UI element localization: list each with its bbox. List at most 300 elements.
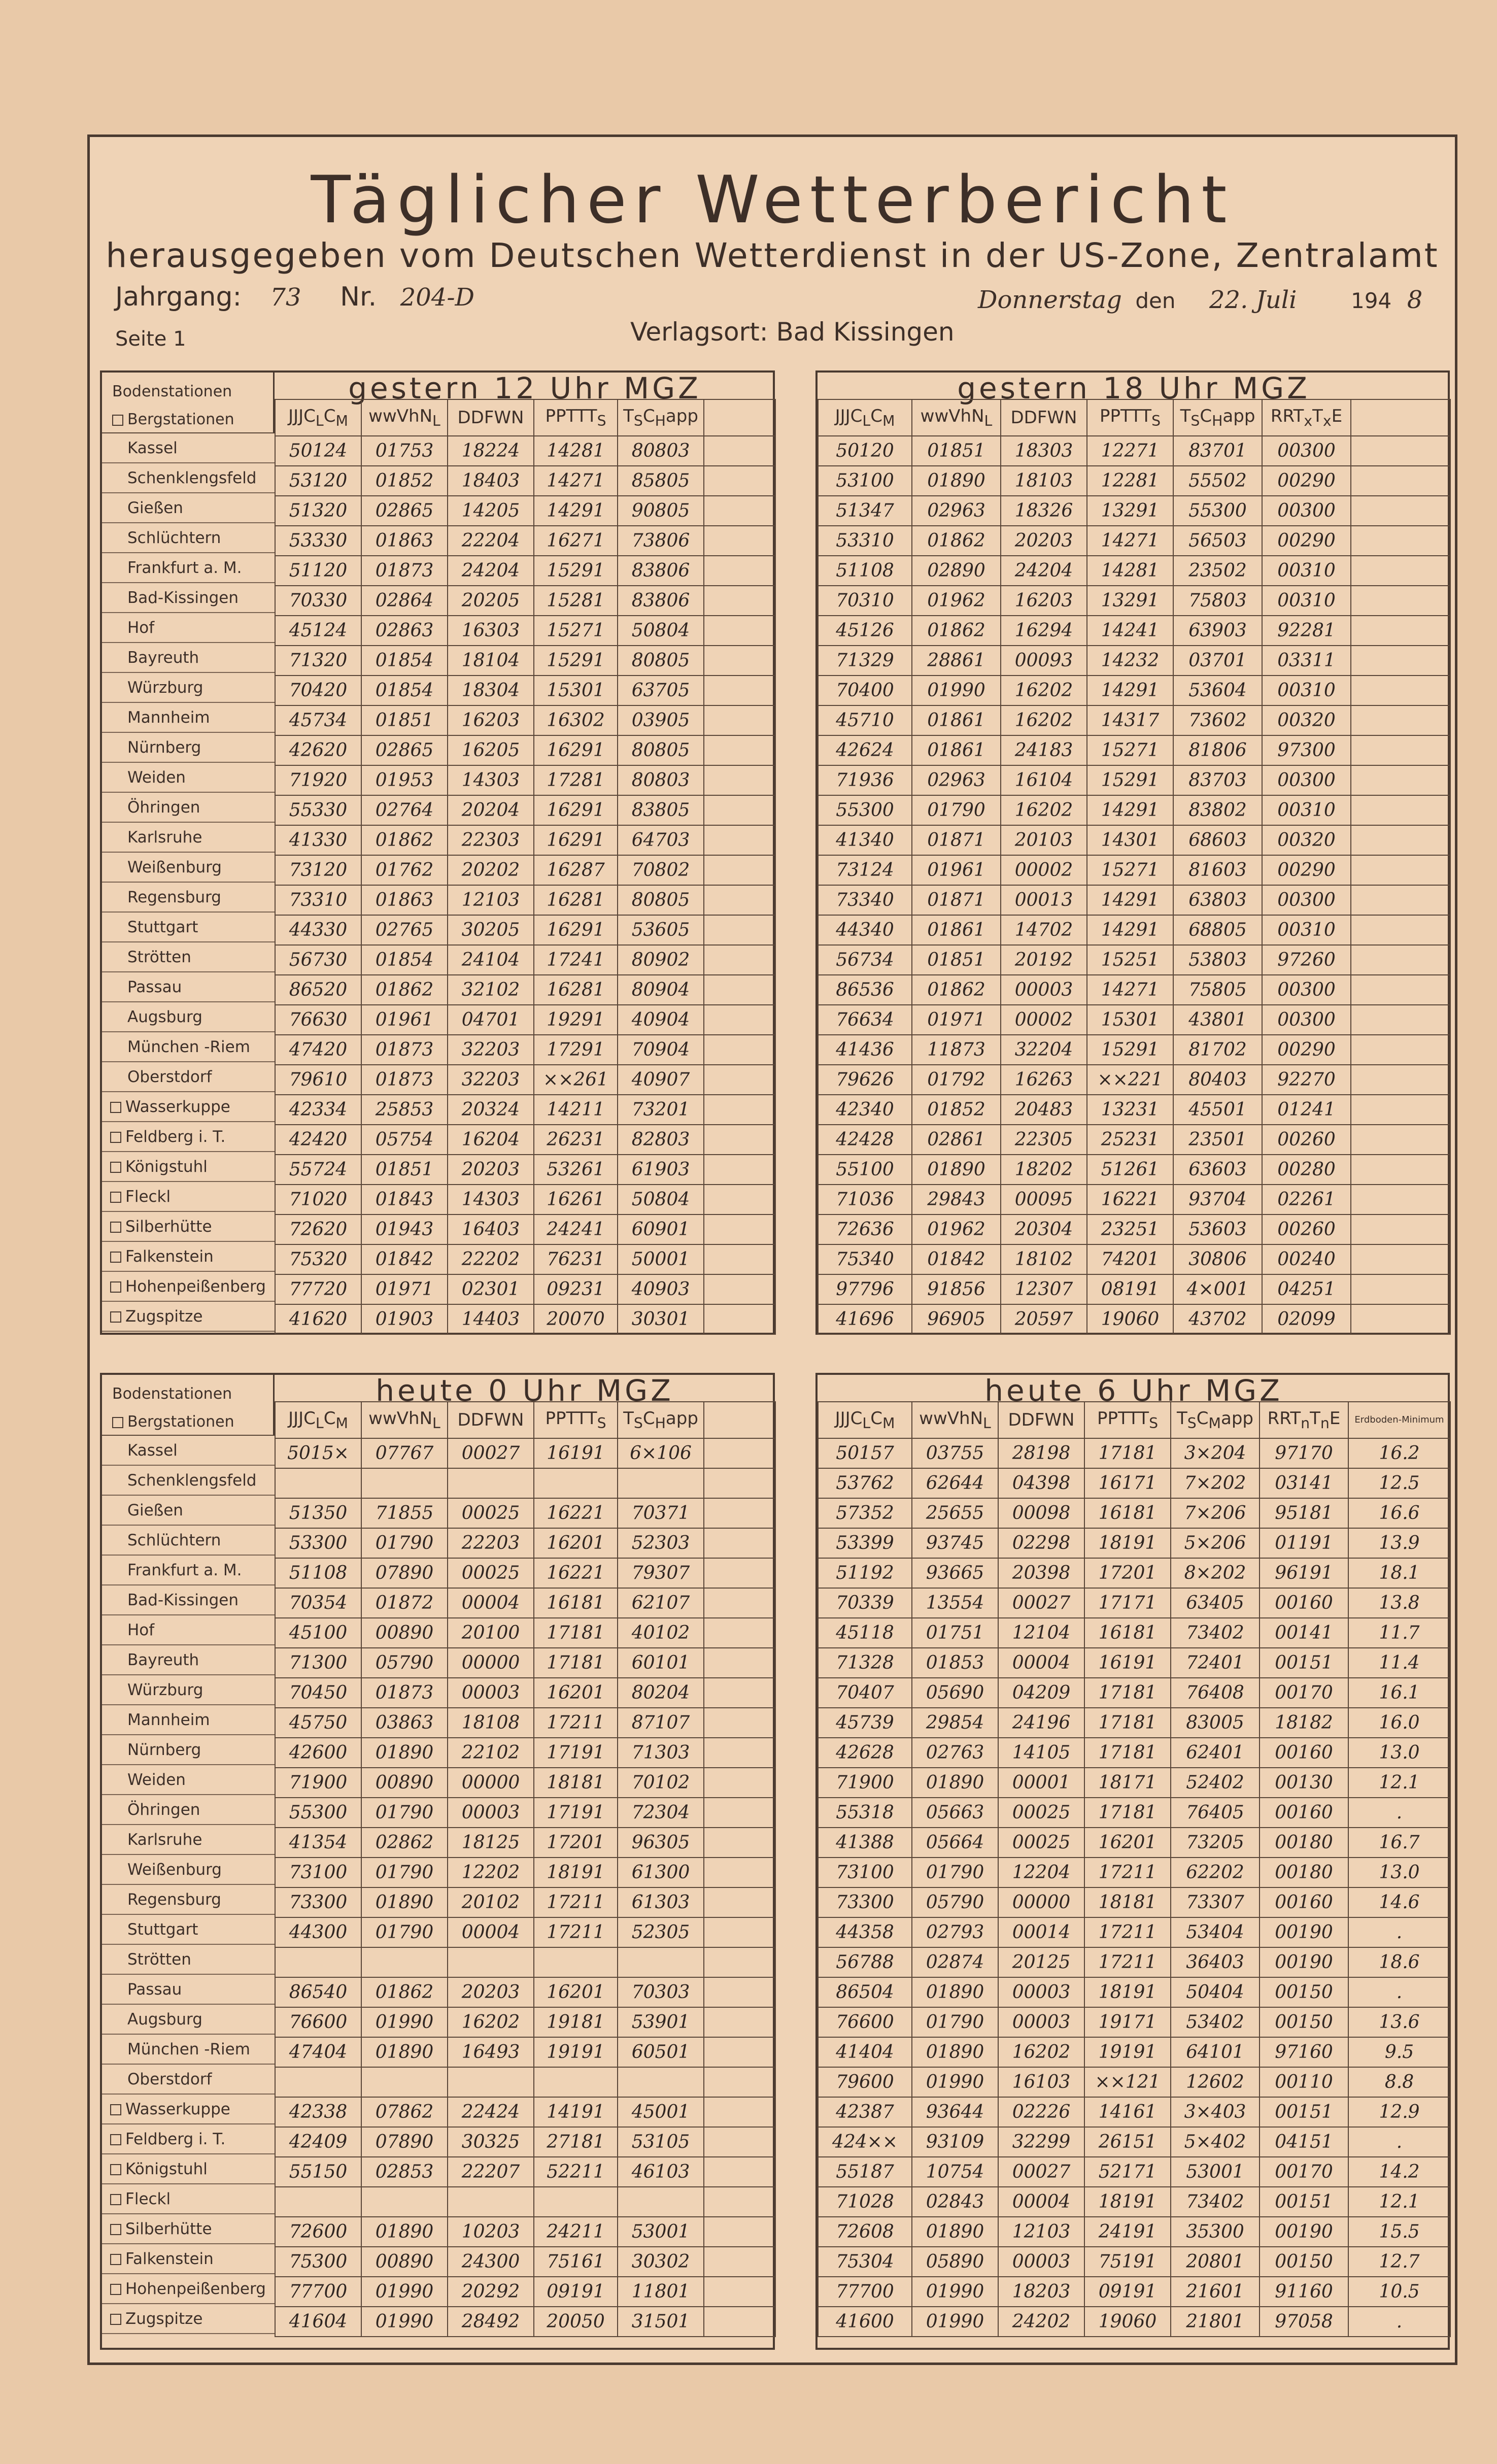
table-cell: 20483: [1001, 1095, 1087, 1125]
column-header: wwVhN$_L$: [361, 1402, 448, 1438]
station-name: München -Riem: [102, 2034, 275, 2064]
table-cell: 20204: [448, 795, 534, 825]
table-cell: 00300: [1262, 975, 1351, 1005]
table-cell: 75304: [818, 2247, 912, 2277]
table-cell: 73120: [275, 855, 361, 885]
table-cell: 41604: [275, 2307, 361, 2337]
table-cell: 70400: [818, 676, 912, 705]
station-row: [102, 762, 275, 792]
table-cell: 01852: [912, 1095, 1001, 1125]
table-cell: 77720: [275, 1274, 361, 1304]
table-cell: 01990: [912, 2277, 998, 2307]
table-row: [275, 1155, 775, 1185]
table-row: [275, 556, 775, 586]
table-cell: 97058: [1260, 2307, 1348, 2337]
table-cell: 43801: [1173, 1005, 1262, 1035]
table-cell: 51120: [275, 556, 361, 586]
table-cell: 00003: [448, 1798, 534, 1828]
table-row: [818, 676, 1450, 705]
table-cell: 16201: [534, 1977, 618, 2007]
table-cell: 76630: [275, 1005, 361, 1035]
table-row: [818, 885, 1450, 915]
table-cell: 81702: [1173, 1035, 1262, 1065]
table-cell: 53402: [1171, 2007, 1260, 2037]
station-name: Oberstdorf: [102, 1062, 275, 1092]
table-cell: [448, 1947, 534, 1977]
table-cell: 52305: [618, 1917, 704, 1947]
data-table: [818, 399, 1451, 1335]
table-cell: 53605: [618, 915, 704, 945]
table-cell: [534, 1468, 618, 1498]
date-line: [978, 284, 1422, 315]
table-cell: 14271: [534, 466, 618, 496]
table-cell: 92281: [1262, 616, 1351, 646]
table-cell: 20205: [448, 586, 534, 616]
table-cell: 24204: [1001, 556, 1087, 586]
table-cell: 01751: [912, 1618, 998, 1648]
table-cell: 70802: [618, 855, 704, 885]
table-cell: 24202: [998, 2307, 1084, 2337]
table-cell: [1351, 765, 1450, 795]
column-header: $JJJC_LC_M$: [275, 1402, 361, 1438]
table-cell: 97300: [1262, 735, 1351, 765]
station-name: Würzburg: [102, 1675, 275, 1705]
table-cell: 20203: [448, 1977, 534, 2007]
table-cell: 01854: [361, 646, 448, 676]
table-cell: 72608: [818, 2217, 912, 2247]
table-cell: 30205: [448, 915, 534, 945]
table-row: [275, 586, 775, 616]
table-cell: 00025: [998, 1828, 1084, 1858]
table-cell: [704, 2247, 775, 2277]
station-row: [102, 1495, 275, 1525]
table-cell: 46103: [618, 2157, 704, 2187]
table-cell: 55150: [275, 2157, 361, 2187]
table-cell: 02890: [912, 556, 1001, 586]
table-cell: 62401: [1171, 1738, 1260, 1768]
table-cell: 41620: [275, 1304, 361, 1334]
table-row: [818, 1274, 1450, 1304]
table-cell: 53404: [1171, 1917, 1260, 1947]
table-cell: 00013: [1001, 885, 1087, 915]
table-cell: [704, 586, 775, 616]
table-cell: 01971: [361, 1274, 448, 1304]
table-row: [818, 1035, 1450, 1065]
table-cell: 60901: [618, 1214, 704, 1244]
mountain-marker-icon: [112, 415, 123, 426]
table-row: [275, 1828, 775, 1858]
mountain-marker-icon: [110, 1311, 121, 1323]
station-name: Karlsruhe: [102, 822, 275, 852]
table-cell: 30302: [618, 2247, 704, 2277]
table-cell: 16291: [534, 735, 618, 765]
table-cell: 90805: [618, 496, 704, 526]
table-cell: 01862: [912, 616, 1001, 646]
table-cell: 01962: [912, 1214, 1001, 1244]
station-row: [102, 583, 275, 613]
mountain-marker-icon: [110, 1252, 121, 1263]
table-cell: .: [1348, 2307, 1450, 2337]
table-cell: 24241: [534, 1214, 618, 1244]
table-cell: 28492: [448, 2307, 534, 2337]
table-cell: [704, 466, 775, 496]
station-name: München -Riem: [102, 1032, 275, 1062]
table-cell: 05664: [912, 1828, 998, 1858]
table-cell: 80805: [618, 885, 704, 915]
table-cell: 14291: [1087, 676, 1173, 705]
table-cell: 45734: [275, 705, 361, 735]
table-row: [818, 1947, 1450, 1977]
station-row: [102, 1944, 275, 1974]
station-name: Zugspitze: [102, 1301, 275, 1331]
table-cell: 14281: [534, 436, 618, 466]
table-row: [275, 2037, 775, 2067]
table-row: [275, 825, 775, 855]
mountain-marker-icon: [110, 2104, 121, 2115]
table-cell: [704, 1528, 775, 1558]
table-cell: 28198: [998, 1438, 1084, 1468]
table-cell: 01871: [912, 885, 1001, 915]
table-cell: 14281: [1087, 556, 1173, 586]
table-row: [275, 2007, 775, 2037]
table-cell: 22303: [448, 825, 534, 855]
table-row: [818, 616, 1450, 646]
table-cell: 13231: [1087, 1095, 1173, 1125]
table-cell: 12.1: [1348, 1768, 1450, 1798]
table-cell: 9.5: [1348, 2037, 1450, 2067]
table-cell: ××121: [1084, 2067, 1171, 2097]
station-name: Passau: [102, 1974, 275, 2004]
table-cell: 16263: [1001, 1065, 1087, 1095]
table-cell: 00098: [998, 1498, 1084, 1528]
table-cell: 02301: [448, 1274, 534, 1304]
mountain-marker-icon: [110, 2254, 121, 2265]
table-row: [275, 646, 775, 676]
table-cell: 45100: [275, 1618, 361, 1648]
table-cell: [361, 2187, 448, 2217]
table-cell: 14241: [1087, 616, 1173, 646]
column-header-row: [818, 399, 1450, 436]
table-cell: 00180: [1260, 1828, 1348, 1858]
table-cell: 55724: [275, 1155, 361, 1185]
block-yesterday-18: [815, 370, 1450, 1335]
table-cell: 03755: [912, 1438, 998, 1468]
table-cell: 97170: [1260, 1438, 1348, 1468]
table-cell: [1351, 915, 1450, 945]
table-cell: 79610: [275, 1065, 361, 1095]
table-cell: 63903: [1173, 616, 1262, 646]
table-cell: 6×106: [618, 1438, 704, 1468]
table-cell: 17181: [1084, 1738, 1171, 1768]
table-cell: [704, 1185, 775, 1214]
table-cell: 73201: [618, 1095, 704, 1125]
table-cell: 53001: [618, 2217, 704, 2247]
table-cell: 10.5: [1348, 2277, 1450, 2307]
table-cell: 73307: [1171, 1887, 1260, 1917]
table-cell: 53120: [275, 466, 361, 496]
station-row: [102, 912, 275, 942]
table-cell: [618, 1468, 704, 1498]
table-cell: 18108: [448, 1708, 534, 1738]
table-row: [275, 2187, 775, 2217]
table-cell: 18202: [1001, 1155, 1087, 1185]
table-cell: 73205: [1171, 1828, 1260, 1858]
table-cell: [704, 2277, 775, 2307]
table-cell: 19181: [534, 2007, 618, 2037]
table-row: [818, 2067, 1450, 2097]
station-row: [102, 1301, 275, 1331]
table-row: [818, 2277, 1450, 2307]
table-cell: 50804: [618, 1185, 704, 1214]
table-cell: 25655: [912, 1498, 998, 1528]
table-cell: 18104: [448, 646, 534, 676]
table-row: [275, 1185, 775, 1214]
nr-value: 204-D: [400, 283, 475, 312]
station-name: Stuttgart: [102, 1914, 275, 1944]
table-cell: 53001: [1171, 2157, 1260, 2187]
table-cell: [534, 2187, 618, 2217]
table-cell: 00890: [361, 1768, 448, 1798]
station-name: Wasserkuppe: [102, 1092, 275, 1122]
column-header: $PPTTT_S$: [1087, 399, 1173, 436]
table-cell: 01851: [912, 945, 1001, 975]
station-row: [102, 852, 275, 882]
table-cell: 14303: [448, 1185, 534, 1214]
table-cell: [1351, 945, 1450, 975]
table-cell: 29843: [912, 1185, 1001, 1214]
table-cell: 00095: [1001, 1185, 1087, 1214]
table-row: [275, 2217, 775, 2247]
table-cell: 01862: [912, 526, 1001, 556]
table-row: [275, 2247, 775, 2277]
table-cell: 01854: [361, 945, 448, 975]
table-cell: 00180: [1260, 1858, 1348, 1887]
column-header-row: [275, 399, 775, 436]
table-row: [275, 1558, 775, 1588]
station-row: [102, 1974, 275, 2004]
table-row: [818, 646, 1450, 676]
table-cell: 18182: [1260, 1708, 1348, 1738]
table-cell: 00290: [1262, 466, 1351, 496]
table-cell: 00300: [1262, 885, 1351, 915]
table-cell: 35300: [1171, 2217, 1260, 2247]
table-cell: 13.9: [1348, 1528, 1450, 1558]
table-cell: [704, 855, 775, 885]
publishing-place: Verlagsort: Bad Kissingen: [630, 317, 955, 347]
station-name: Mannheim: [102, 1705, 275, 1735]
table-row: [275, 1005, 775, 1035]
station-name: Nürnberg: [102, 732, 275, 762]
table-cell: 424××: [818, 2127, 912, 2157]
table-cell: 11801: [618, 2277, 704, 2307]
table-cell: [1351, 526, 1450, 556]
table-row: [275, 526, 775, 556]
report-title: Täglicher Wetterbericht: [311, 162, 1234, 238]
column-header-row: [818, 1402, 1450, 1438]
table-cell: 68603: [1173, 825, 1262, 855]
table-row: [818, 556, 1450, 586]
station-row: [102, 672, 275, 702]
table-cell: 83802: [1173, 795, 1262, 825]
table-cell: [704, 2097, 775, 2127]
station-name: Schlüchtern: [102, 523, 275, 553]
table-row: [275, 1887, 775, 1917]
table-cell: 41330: [275, 825, 361, 855]
table-cell: 00000: [998, 1887, 1084, 1917]
table-cell: 00310: [1262, 586, 1351, 616]
mountain-marker-icon: [110, 1222, 121, 1233]
table-cell: 01890: [361, 1738, 448, 1768]
table-cell: 83806: [618, 586, 704, 616]
table-cell: 01890: [912, 1768, 998, 1798]
table-cell: 15291: [534, 556, 618, 586]
table-cell: [704, 945, 775, 975]
station-name: Öhringen: [102, 1795, 275, 1825]
table-cell: 00151: [1260, 2097, 1348, 2127]
station-name: Mannheim: [102, 702, 275, 732]
table-cell: 01990: [912, 676, 1001, 705]
column-header: $T_SC_Happ$: [1173, 399, 1262, 436]
table-cell: [704, 2307, 775, 2337]
table-cell: 73602: [1173, 705, 1262, 735]
table-row: [818, 1618, 1450, 1648]
table-cell: 24104: [448, 945, 534, 975]
table-row: [275, 855, 775, 885]
table-cell: 01861: [912, 705, 1001, 735]
table-cell: 64101: [1171, 2037, 1260, 2067]
block-today-6: [815, 1373, 1450, 2350]
table-cell: 00003: [998, 1977, 1084, 2007]
table-cell: 28861: [912, 646, 1001, 676]
table-row: [818, 705, 1450, 735]
station-row: [102, 1465, 275, 1495]
table-cell: 12103: [998, 2217, 1084, 2247]
table-cell: 79626: [818, 1065, 912, 1095]
table-cell: 03311: [1262, 646, 1351, 676]
table-cell: 11.4: [1348, 1648, 1450, 1678]
table-cell: 16181: [1084, 1498, 1171, 1528]
table-cell: 73340: [818, 885, 912, 915]
station-list: [102, 433, 275, 1332]
table-cell: [1351, 1125, 1450, 1155]
table-cell: 01890: [912, 1977, 998, 2007]
table-cell: 73806: [618, 526, 704, 556]
table-cell: 02298: [998, 1528, 1084, 1558]
table-cell: 00150: [1260, 2247, 1348, 2277]
table-cell: 16221: [1087, 1185, 1173, 1214]
table-cell: [448, 2067, 534, 2097]
block-today-0: [100, 1373, 775, 2350]
station-header: [102, 1375, 275, 1436]
table-cell: 00002: [1001, 855, 1087, 885]
table-cell: 16201: [534, 1528, 618, 1558]
table-cell: 17201: [534, 1828, 618, 1858]
station-row: [102, 732, 275, 762]
table-cell: [704, 1125, 775, 1155]
table-cell: 20050: [534, 2307, 618, 2337]
table-cell: [361, 1468, 448, 1498]
table-cell: 80805: [618, 646, 704, 676]
den-label: den: [1135, 288, 1176, 313]
data-table: [275, 1401, 776, 2337]
station-name: Karlsruhe: [102, 1825, 275, 1854]
station-name: Nürnberg: [102, 1735, 275, 1765]
table-cell: 00093: [1001, 646, 1087, 676]
table-cell: 72620: [275, 1214, 361, 1244]
column-header: $T_SC_Happ$: [618, 399, 704, 436]
table-row: [275, 1588, 775, 1618]
table-cell: 55300: [275, 1798, 361, 1828]
table-row: [818, 1738, 1450, 1768]
berg-label: Bergstationen: [112, 1413, 234, 1431]
mountain-marker-icon: [110, 2164, 121, 2175]
station-name: Weiden: [102, 1765, 275, 1795]
table-cell: 15291: [1087, 1035, 1173, 1065]
table-cell: 18181: [534, 1768, 618, 1798]
column-header: $JJJC_LC_M$: [818, 399, 912, 436]
table-row: [275, 1498, 775, 1528]
table-cell: 16403: [448, 1214, 534, 1244]
table-row: [818, 2157, 1450, 2187]
table-cell: 32203: [448, 1035, 534, 1065]
table-cell: 45739: [818, 1708, 912, 1738]
table-row: [275, 885, 775, 915]
table-cell: 17181: [1084, 1708, 1171, 1738]
table-row: [818, 975, 1450, 1005]
table-cell: 53604: [1173, 676, 1262, 705]
table-cell: 00130: [1260, 1768, 1348, 1798]
table-cell: [1351, 1274, 1450, 1304]
column-header: DDFWN: [1001, 399, 1087, 436]
table-cell: [704, 2157, 775, 2187]
table-cell: 00004: [448, 1917, 534, 1947]
table-cell: 01961: [912, 855, 1001, 885]
weather-report-sheet: [87, 134, 1457, 2365]
table-cell: 16181: [534, 1588, 618, 1618]
table-cell: [704, 1768, 775, 1798]
table-cell: [361, 1947, 448, 1977]
table-cell: 76600: [275, 2007, 361, 2037]
table-cell: 14161: [1084, 2097, 1171, 2127]
table-cell: 70339: [818, 1588, 912, 1618]
table-cell: 83806: [618, 556, 704, 586]
table-cell: [704, 1558, 775, 1588]
table-cell: 01990: [912, 2307, 998, 2337]
station-name: Falkenstein: [102, 1241, 275, 1271]
table-cell: 97796: [818, 1274, 912, 1304]
table-cell: 29854: [912, 1708, 998, 1738]
table-cell: 16281: [534, 885, 618, 915]
table-cell: 50124: [275, 436, 361, 466]
table-cell: 55300: [1173, 496, 1262, 526]
table-cell: 01873: [361, 1035, 448, 1065]
table-cell: [618, 2067, 704, 2097]
table-cell: 36403: [1171, 1947, 1260, 1977]
table-cell: 51108: [275, 1558, 361, 1588]
table-row: [275, 1708, 775, 1738]
table-cell: 02793: [912, 1917, 998, 1947]
table-cell: [704, 1618, 775, 1648]
table-cell: [704, 975, 775, 1005]
station-name: Königstuhl: [102, 2154, 275, 2184]
table-cell: 00160: [1260, 1588, 1348, 1618]
station-row: [102, 2244, 275, 2274]
table-cell: 18203: [998, 2277, 1084, 2307]
table-cell: 23251: [1087, 1214, 1173, 1244]
table-cell: [1351, 975, 1450, 1005]
table-row: [818, 2037, 1450, 2067]
table-cell: 04701: [448, 1005, 534, 1035]
